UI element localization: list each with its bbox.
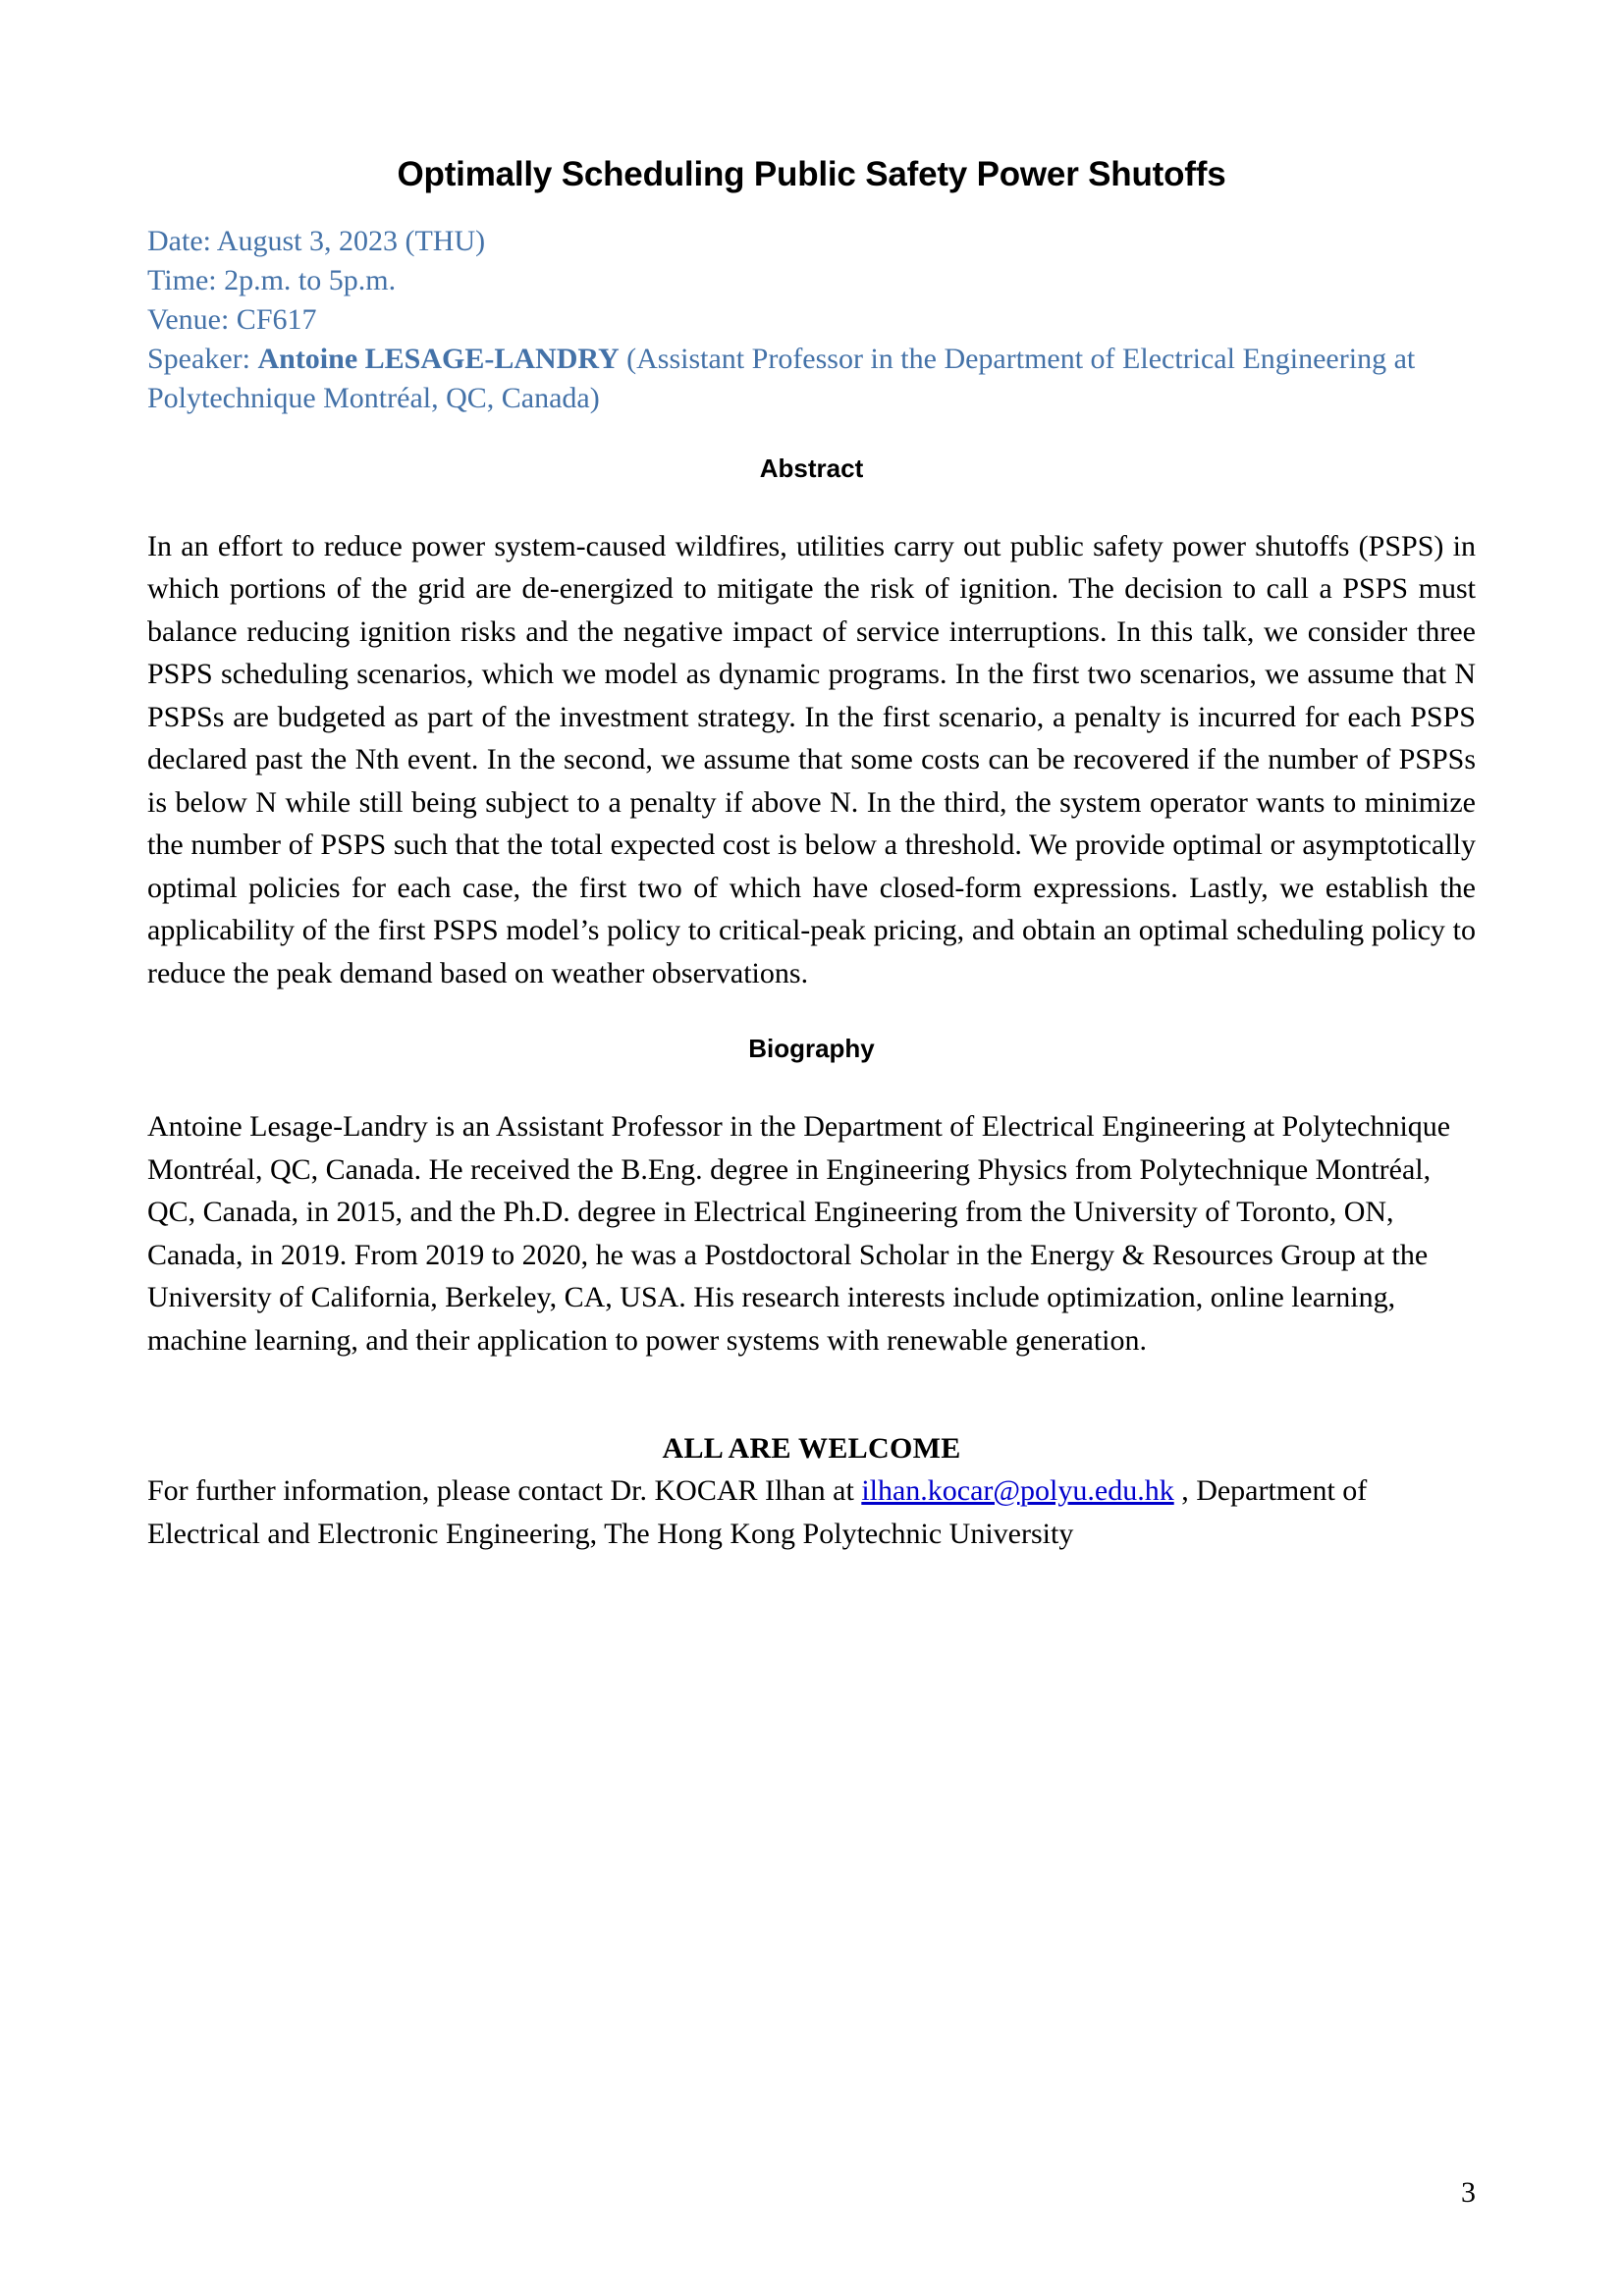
all-are-welcome-notice: ALL ARE WELCOME xyxy=(662,1432,961,1466)
contact-information xyxy=(147,1469,1476,1555)
contact-suffix-text: , Department of Electrical and Electronic Engineering, The Hong Kong Polytechnic University xyxy=(147,1474,1368,1550)
page-content xyxy=(147,0,1476,1555)
speaker-name: Antoine LESAGE-LANDRY xyxy=(257,342,620,375)
event-date: Date: August 3, 2023 (THU) xyxy=(147,225,486,258)
contact-email-link[interactable]: ilhan.kocar@polyu.edu.hk xyxy=(861,1474,1174,1508)
speaker-affiliation: (Assistant Professor in the Department of Electrical Engineering at Polytechnique Montréal, QC, Canada) xyxy=(147,342,1416,414)
event-time: Time: 2p.m. to 5p.m. xyxy=(147,264,397,297)
abstract-heading: Abstract xyxy=(759,453,864,483)
closing-block xyxy=(147,1432,1476,1555)
abstract-text: In an effort to reduce power system-caused wildfires, utilities carry out public safety power shutoffs (PSPS) in which portions of the grid are de-energized to mitigate the risk of ignition. The decision to call a PSPS must balance reducing ignition risks and the negative impact of service interruptions. In this talk, we consider three PSPS scheduling scenarios, which we model as dynamic programs. In the first two scenarios, we assume that N PSPSs are budgeted as part of the investment strategy. In the first scenario, a penalty is incurred for each PSPS declared past the Nth event. In the second, we assume that some costs can be recovered if the number of PSPSs is below N while still being subject to a penalty if above N. In the third, the system operator wants to minimize the number of PSPS such that the total expected cost is below a threshold. We provide optimal or asymptotically optimal policies for each case, the first two of which have closed-form expressions. Lastly, we establish the applicability of the first PSPS model’s policy to critical-peak pricing, and obtain an optimal scheduling policy to reduce the peak demand based on weather observations. xyxy=(147,529,1476,989)
page-number: 3 xyxy=(1461,2176,1476,2209)
event-speaker xyxy=(147,343,1415,414)
biography-text: Antoine Lesage-Landry is an Assistant Professor in the Department of Electrical Engineering at Polytechnique Montréal, QC, Canada. He received the B.Eng. degree in Engineering Physics from Polytechnique Montréal, QC, Canada, in 2015, and the Ph.D. degree in Electrical Engineering from the University of Toronto, ON, Canada, in 2019. From 2019 to 2020, he was a Postdoctoral Scholar in the Energy & Resources Group at the University of California, Berkeley, CA, USA. His research interests include optimization, online learning, machine learning, and their application to power systems with renewable generation. xyxy=(147,1110,1451,1357)
biography-heading: Biography xyxy=(748,1034,875,1064)
page-title: Optimally Scheduling Public Safety Power Shutoffs xyxy=(397,155,1226,193)
contact-prefix-text: For further information, please contact Dr. KOCAR Ilhan at xyxy=(147,1474,862,1508)
event-details-block xyxy=(147,222,1476,417)
speaker-label: Speaker: xyxy=(147,342,258,375)
event-venue: Venue: CF617 xyxy=(147,303,317,337)
